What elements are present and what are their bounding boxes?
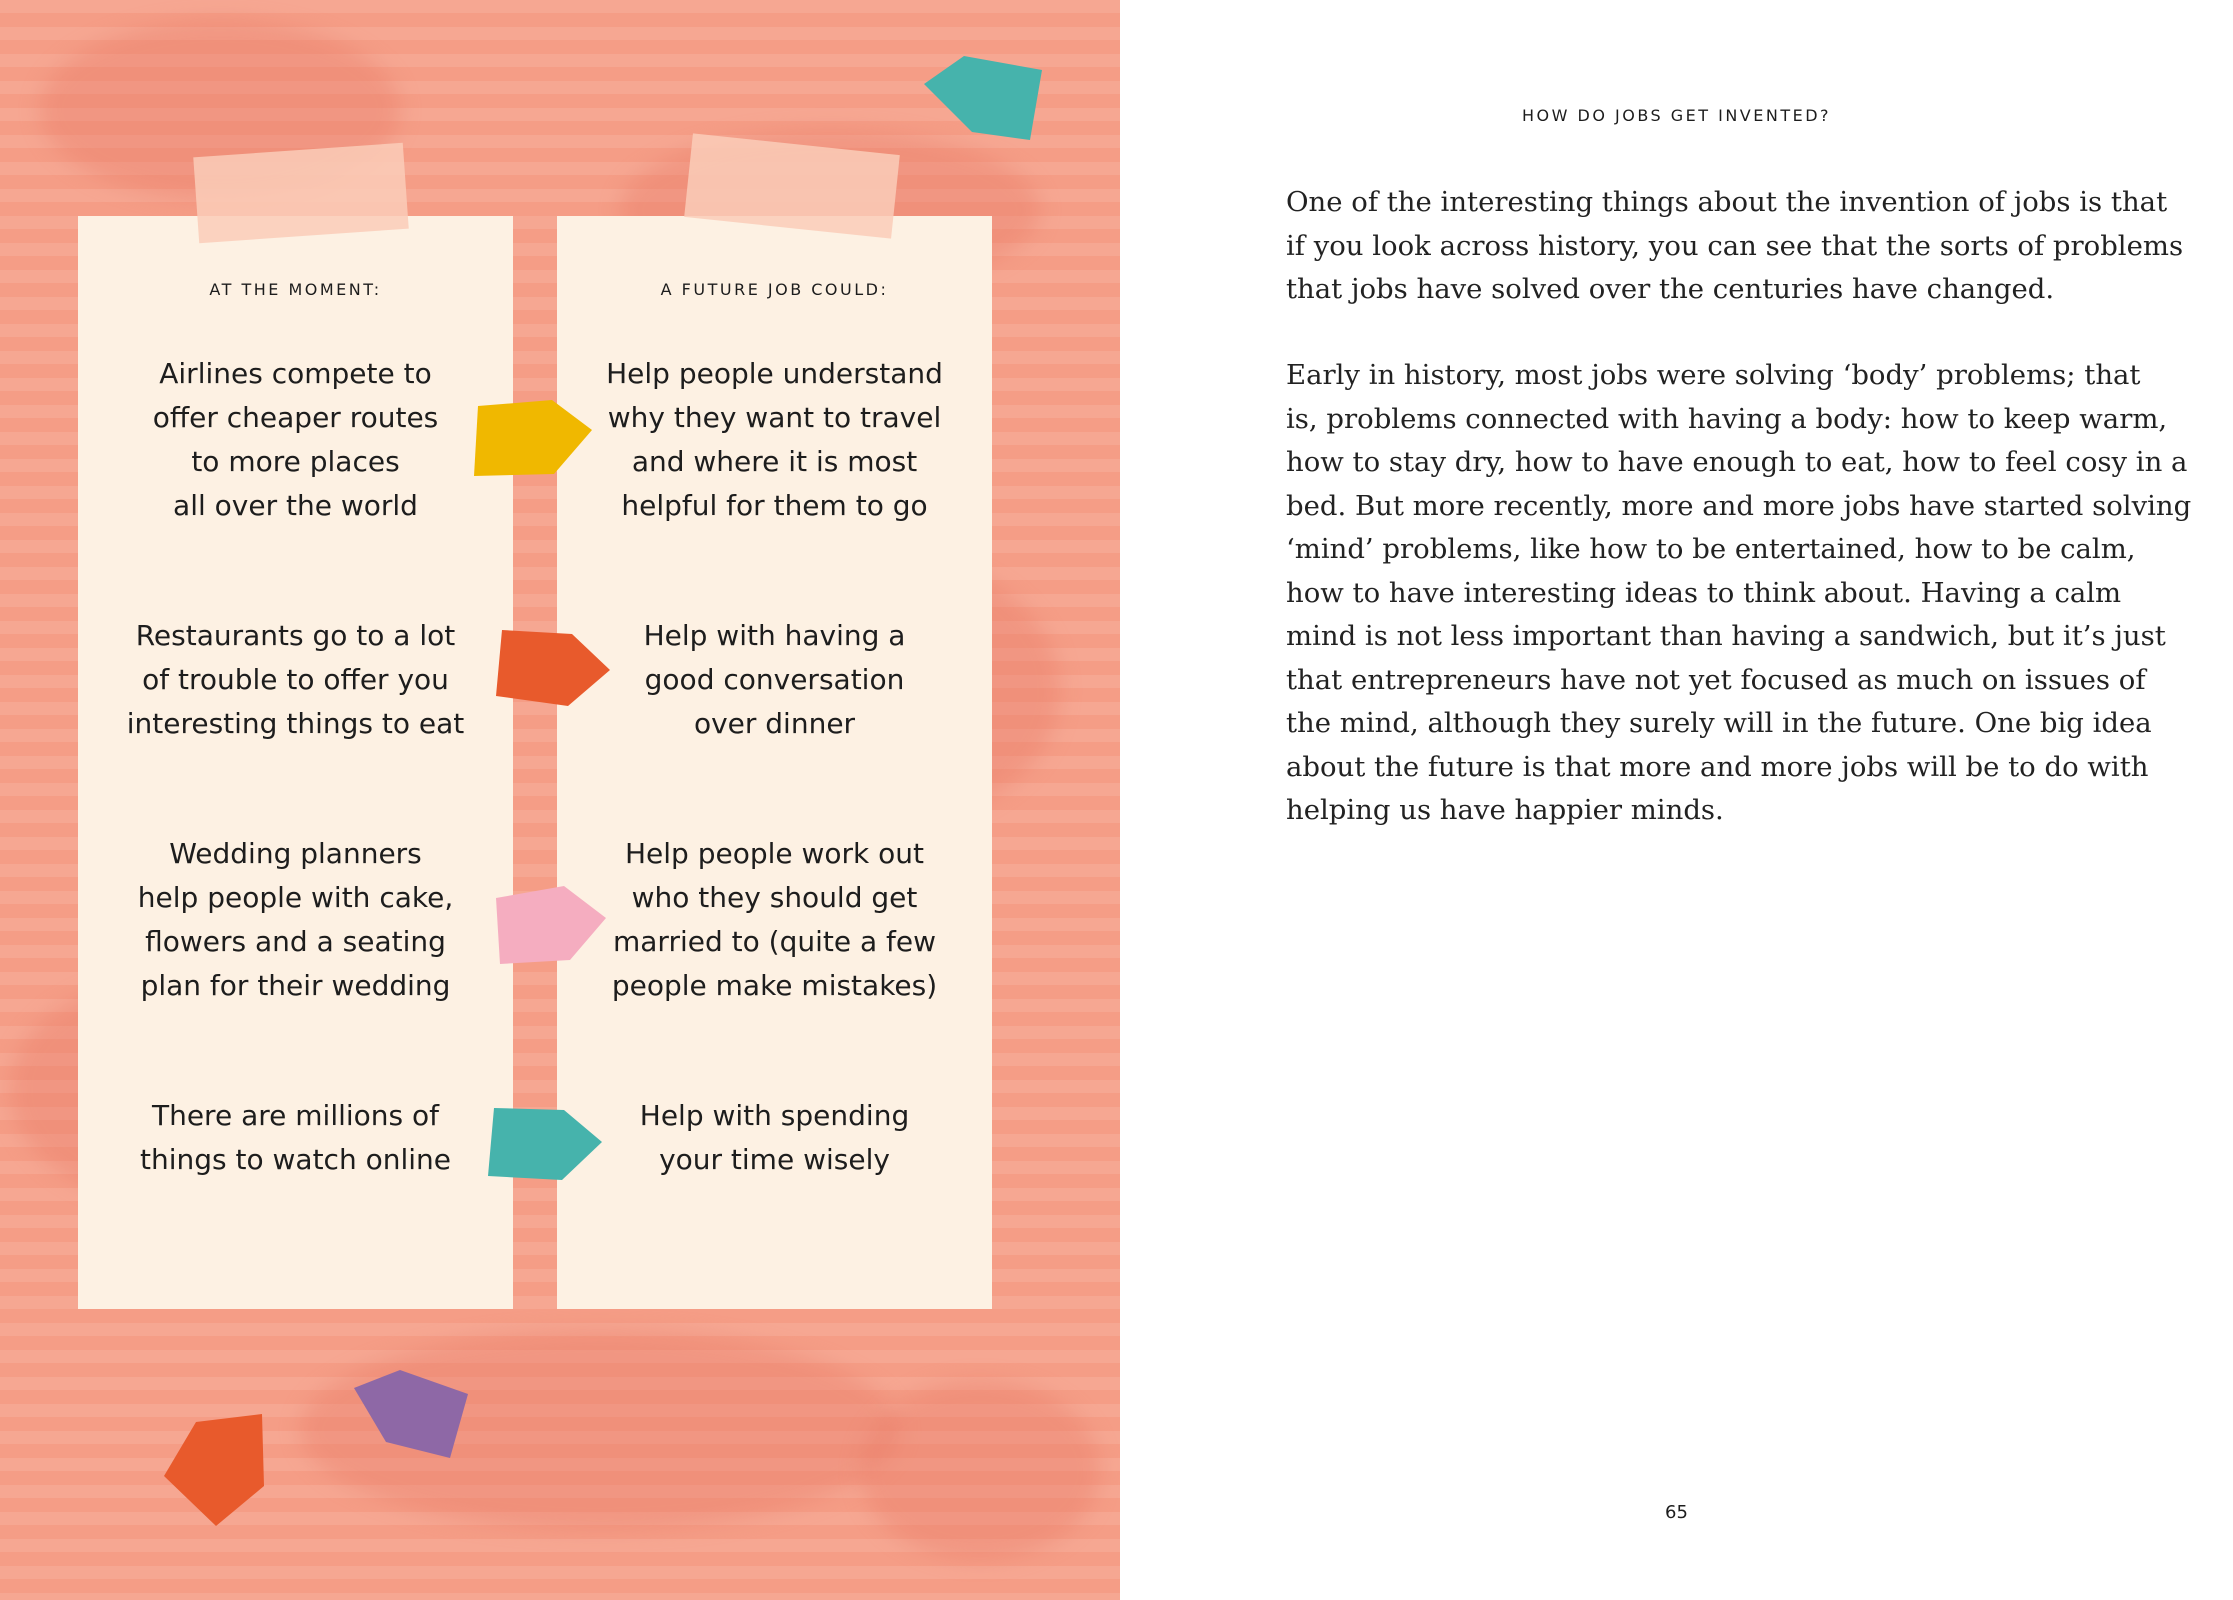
tape-strip-left <box>193 143 408 243</box>
arrow-tag-shape-2 <box>496 630 610 706</box>
card-heading-future: A FUTURE JOB COULD: <box>660 280 889 299</box>
arrow-tag-yellow <box>470 396 594 480</box>
arrow-tag-shape-1 <box>474 400 592 476</box>
future-job-card <box>557 216 992 1309</box>
floating-tag-teal-shape <box>924 56 1042 140</box>
future-text-4: Help with spending your time wisely <box>639 1099 910 1176</box>
current-text-2: Restaurants go to a lot of trouble to offer you interesting things to eat <box>126 619 465 740</box>
current-text-4: There are millions of things to watch online <box>139 1099 451 1176</box>
running-head: HOW DO JOBS GET INVENTED? <box>1521 106 1832 125</box>
floating-tag-teal <box>918 50 1046 146</box>
page-number: 65 <box>1665 1502 1688 1523</box>
arrow-tag-shape-4 <box>488 1108 602 1180</box>
arrow-tag-shape-3 <box>496 886 606 964</box>
floating-tag-orange <box>160 1410 276 1532</box>
current-text-1: Airlines compete to offer cheaper routes to more places all over the world <box>152 357 439 522</box>
current-text-3: Wedding planners help people with cake, flowers and a seating plan for their wedding <box>137 837 454 1002</box>
paragraph-2: Early in history, most jobs were solving ‘body’ problems; that is, problems connected with having a body: how to keep warm, how to stay dry, how to have enough to eat, how to feel cosy in a bed. But more recently, more and more jobs have started solving ‘mind’ problems, like how to be entertained, how to be calm, how to have interesting ideas to think about. Having a calm mind is not less important than having a sandwich, but it’s just that entrepreneurs have not yet focused as much on issues of the mind, although they surely will in the future. One big idea about the future is that more and more jobs will be to do with helping us have happier minds. <box>1286 359 2192 826</box>
floating-tag-orange-shape <box>164 1414 264 1526</box>
arrow-tag-pink <box>490 884 610 968</box>
future-text-1: Help people understand why they want to travel and where it is most helpful for them to go <box>606 357 943 522</box>
current-situation-card <box>78 216 513 1309</box>
future-text-2: Help with having a good conversation over dinner <box>643 619 906 740</box>
right-page <box>1120 0 2233 1600</box>
card-heading-current: AT THE MOMENT: <box>209 280 382 299</box>
texture-blotch <box>860 1380 1100 1560</box>
floating-tag-purple-shape <box>354 1370 468 1458</box>
arrow-tag-teal <box>484 1104 606 1184</box>
paragraph-1: One of the interesting things about the invention of jobs is that if you look across history, you can see that the sorts of problems that jobs have solved over the centuries have changed. <box>1286 186 2184 305</box>
future-text-3: Help people work out who they should get married to (quite a few people make mistakes) <box>611 837 938 1002</box>
arrow-tag-orange <box>492 626 612 710</box>
floating-tag-purple <box>346 1362 472 1462</box>
